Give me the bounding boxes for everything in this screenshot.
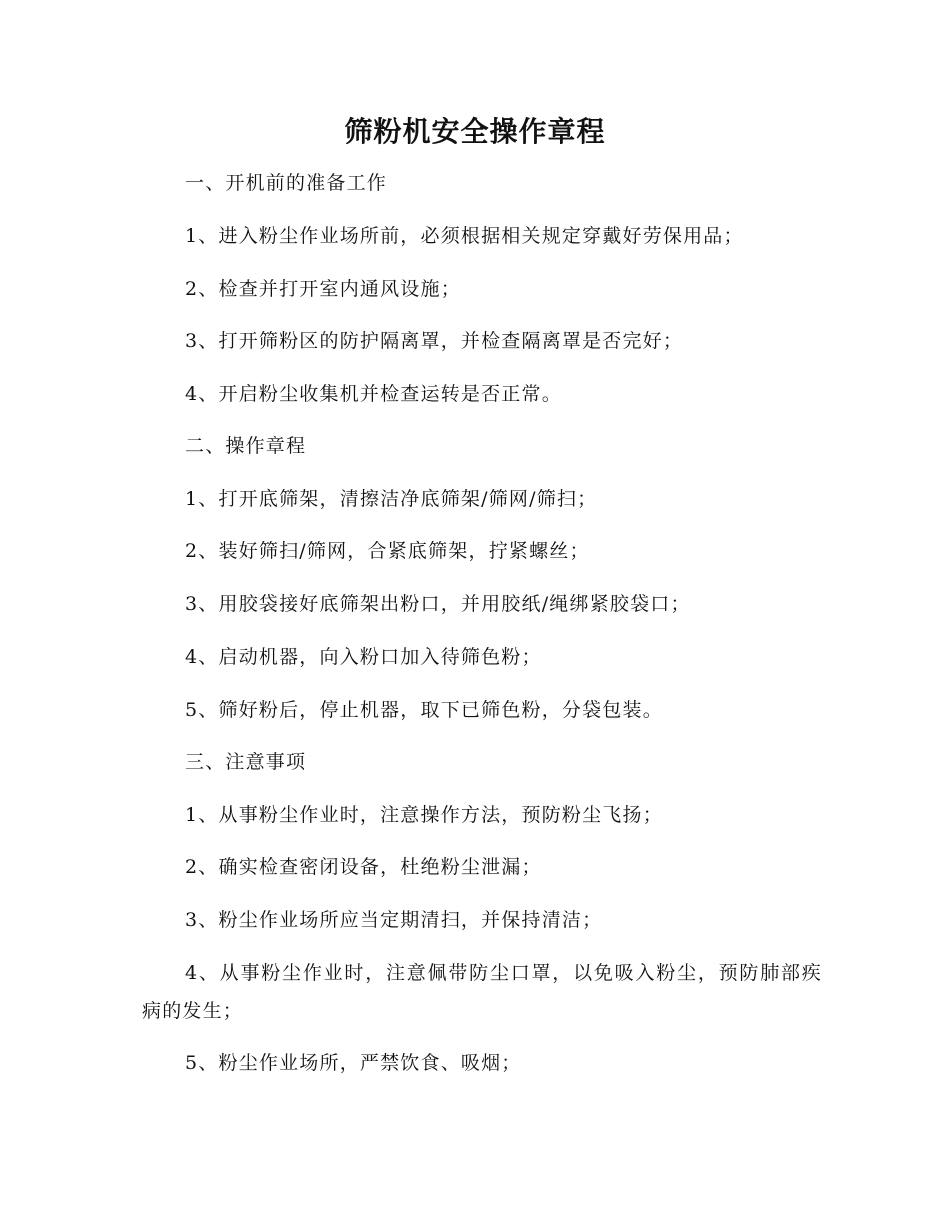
- paragraph-line: 2、检查并打开室内通风设施；: [185, 278, 461, 300]
- paragraph-line: 4、从事粉尘作业时，注意佩带防尘口罩，以免吸入粉尘，预防肺部疾病的发生；: [142, 962, 822, 1022]
- paragraph-line: 1、从事粉尘作业时，注意操作方法，预防粉尘飞扬；: [185, 804, 663, 826]
- paragraph-line: 2、装好筛扫/筛网，合紧底筛架，拧紧螺丝；: [185, 540, 590, 562]
- document-title: 筛粉机安全操作章程: [344, 115, 606, 148]
- paragraph-line: 2、确实检查密闭设备，杜绝粉尘泄漏；: [185, 856, 542, 878]
- paragraph-line: 5、筛好粉后，停止机器，取下已筛色粉，分袋包装。: [185, 699, 663, 721]
- paragraph-line: 4、开启粉尘收集机并检查运转是否正常。: [185, 383, 562, 405]
- paragraph-line: 3、打开筛粉区的防护隔离罩，并检查隔离罩是否完好；: [185, 330, 684, 352]
- paragraph-line: 1、打开底筛架，清擦洁净底筛架/筛网/筛扫；: [185, 488, 598, 510]
- paragraph-line: 3、用胶袋接好底筛架出粉口，并用胶纸/绳绑紧胶袋口；: [185, 593, 691, 615]
- section-heading-precautions: 三、注意事项: [185, 751, 307, 773]
- section-heading-preparation: 一、开机前的准备工作: [185, 172, 388, 194]
- section-heading-operation: 二、操作章程: [185, 435, 307, 457]
- paragraph-line: 5、粉尘作业场所，严禁饮食、吸烟；: [185, 1052, 522, 1074]
- paragraph-line: 3、粉尘作业场所应当定期清扫，并保持清洁；: [185, 909, 603, 931]
- paragraph-line: 1、进入粉尘作业场所前，必须根据相关规定穿戴好劳保用品；: [185, 225, 744, 247]
- paragraph-line: 4、启动机器，向入粉口加入待筛色粉；: [185, 646, 542, 668]
